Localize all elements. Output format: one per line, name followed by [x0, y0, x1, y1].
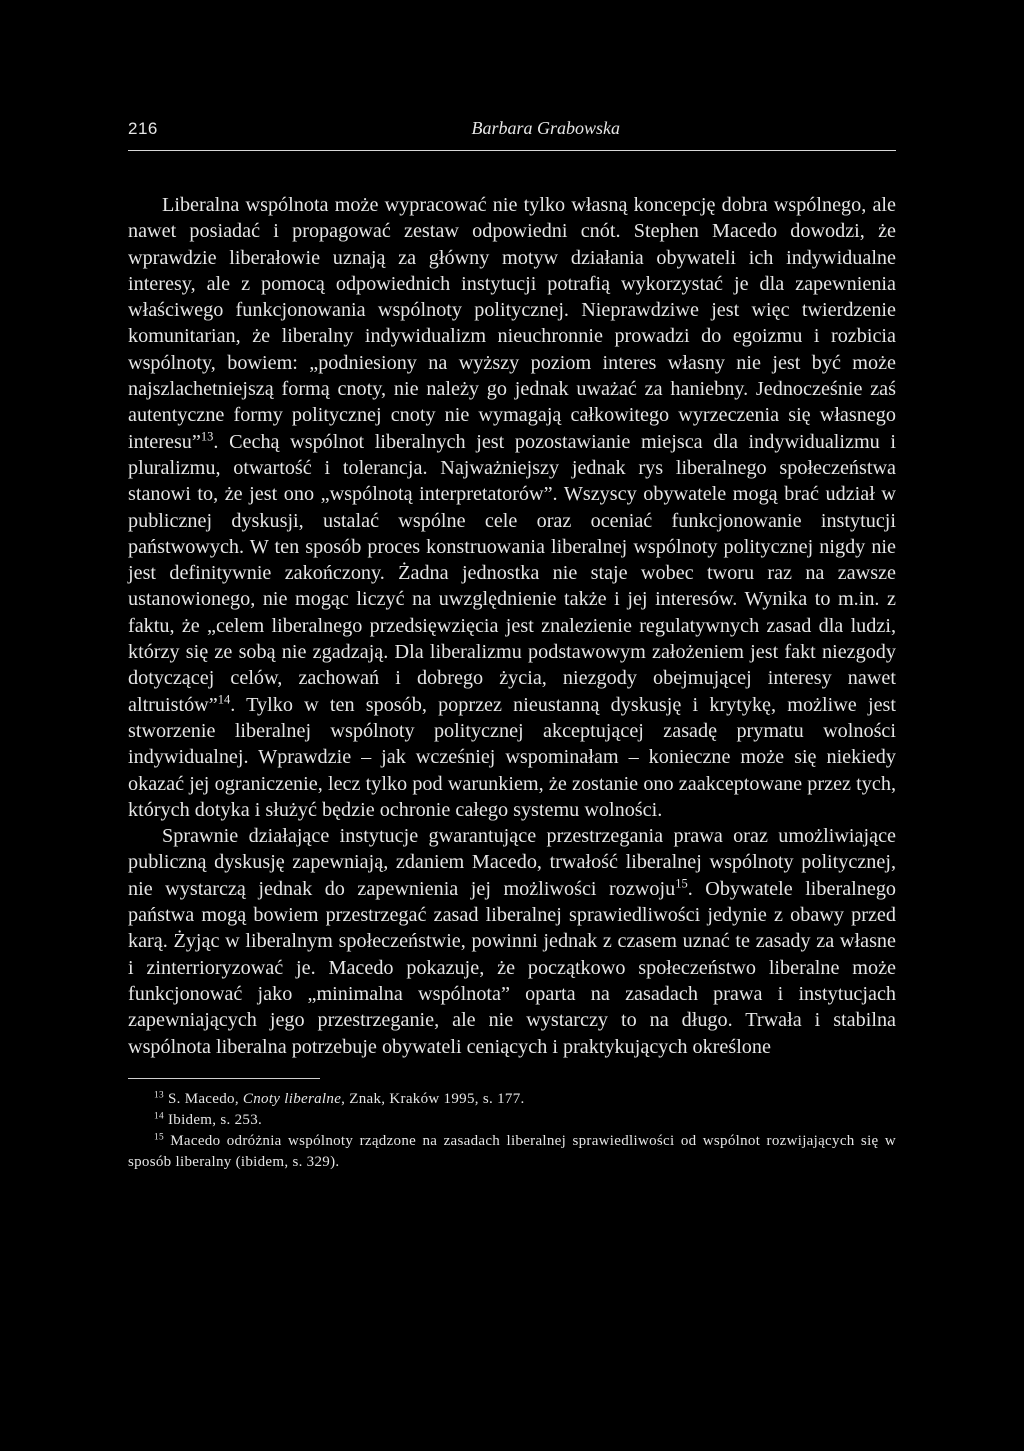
running-head-author: Barbara Grabowska — [471, 118, 620, 138]
footnote-13 — [128, 1089, 896, 1110]
footnote-ref-15: 15 — [675, 876, 688, 891]
paragraph-1-text-a: Liberalna wspólnota może wypracować nie tylko własną koncepcję dobra wspólnego, ale nawet posiadać i propagować zestaw odpowiedni cnót. Stephen Macedo dowodzi, że wprawdzie liberałowie uznają za główny motyw działania obywateli ich indywidualne interesy, ale z pomocą odpowiednich instytucji potrafią wykorzystać je dla zapewnienia właściwego funkcjonowania wspólnoty politycznej. Nieprawdziwe jest więc twierdzenie komunitarian, że liberalny indywidualizm nieuchronnie prowadzi do egoizmu i rozbicia wspólnoty, bowiem: „podniesiony na wyższy poziom interes własny nie jest być może najszlachetniejszą formą cnoty, nie należy go jednak uważać za haniebny. Jednocześnie zaś autentyczne formy politycznej cnoty nie wymagają całkowitego wyrzeczenia się własnego interesu” — [128, 194, 896, 453]
paragraph-2 — [128, 823, 896, 1060]
body-text — [128, 192, 896, 1060]
footnote-ref-13: 13 — [200, 429, 214, 444]
paragraph-2-text-a: Sprawnie działające instytucje gwarantujące przestrzegania prawa oraz umożliwiające publiczną dyskusję zapewniają, zdaniem Macedo, trwałość liberalnej wspólnoty politycznej, nie wystarczą jednak do zapewnienia jej możliwości rozwoju — [128, 825, 896, 900]
paragraph-1 — [128, 192, 896, 823]
footnote-15 — [128, 1131, 896, 1173]
footnote-13-text-b: , Znak, Kraków 1995, s. 177. — [341, 1090, 525, 1107]
paragraph-2-text-b: . Obywatele liberalnego państwa mogą bowiem przestrzegać zasad liberalnej sprawiedliwości jedynie z obawy przed karą. Żyjąc w liberalnym społeczeństwie, powinni jednak z czasem uznać te zasady za własne i zinterrioryzować je. Macedo pokazuje, że początkowo społeczeństwo liberalne może funkcjonować jako „minimalna wspólnota” oparta na zasadach prawa i instytucjach zapewniających jego przestrzeganie, ale nie wystarczy to na długo. Trwała i stabilna wspólnota liberalna potrzebuje obywateli ceniących i praktykujących określone — [128, 877, 897, 1058]
paragraph-1-text-b: . Cechą wspólnot liberalnych jest pozostawianie miejsca dla indywidualizmu i pluralizmu, otwartość i tolerancja. Najważniejszy jednak rys liberalnego społeczeństwa stanowi to, że jest ono „wspólnotą interpretatorów”. Wszyscy obywatele mogą brać udział w publicznej dyskusji, ustalać wspólne cele oraz oceniać funkcjonowanie instytucji państwowych. W ten sposób proces konstruowania liberalnej wspólnoty politycznej nigdy nie jest definitywnie zakończony. Żadna jednostka nie staje wobec tworu raz na zawsze ustanowionego, nie mogąc liczyć na uwzględnienie także i jej interesów. Wynika to m.in. z faktu, że „celem liberalnego przedsięwzięcia jest znalezienie regulatywnych zasad dla ludzi, którzy się ze sobą nie zgadzają. Dla liberalizmu podstawowym założeniem jest fakt niezgody dotyczącej celów, zachowań i dobrego życia, niezgody obejmującej interesy nawet altruistów” — [128, 430, 896, 716]
footnote-14-text: Ibidem, s. 253. — [167, 1111, 263, 1128]
footnote-separator — [128, 1078, 320, 1079]
paragraph-1-text-c: . Tylko w ten sposób, poprzez nieustanną dyskusję i krytykę, możliwe jest stworzenie liberalnej wspólnoty politycznej akceptującej zasadę prymatu wolności indywidualnej. Wprawdzie – jak wcześniej wspominałam – konieczne może się niekiedy okazać jej ograniczenie, lecz tylko pod warunkiem, że zostanie ono zaakceptowane przez tych, których dotyka i służyć będzie ochronie całego systemu wolności. — [128, 693, 896, 821]
book-page — [128, 118, 896, 1173]
footnotes — [128, 1078, 896, 1173]
footnote-14 — [128, 1110, 896, 1131]
footnote-ref-14: 14 — [217, 692, 231, 707]
footnote-number: 13 — [154, 1090, 164, 1101]
page-header — [128, 118, 896, 151]
footnote-13-text-a: S. Macedo, — [167, 1090, 243, 1107]
footnote-15-text: Macedo odróżnia wspólnoty rządzone na zasadach liberalnej sprawiedliwości od wspólnot rozwijających się w sposób liberalny (ibidem, s. 329). — [128, 1132, 896, 1170]
footnote-number: 14 — [154, 1111, 164, 1122]
footnote-13-book-title: Cnoty liberalne — [242, 1090, 342, 1107]
footnote-number: 15 — [154, 1132, 164, 1143]
page-number: 216 — [128, 119, 158, 138]
